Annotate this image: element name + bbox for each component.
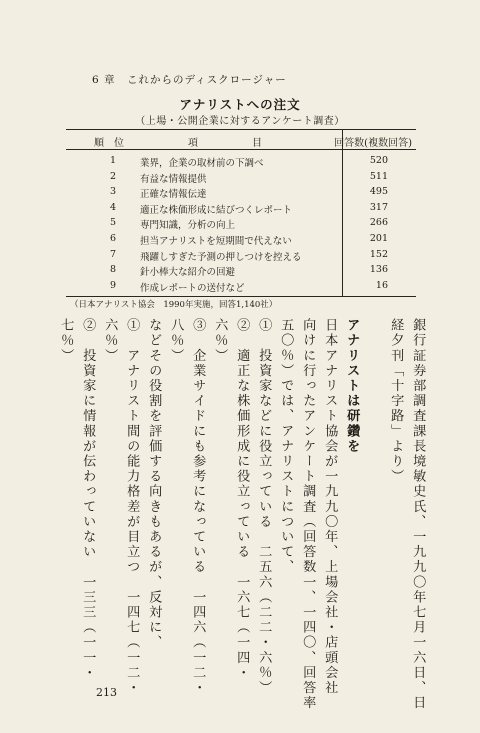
row-count: 495 (369, 186, 388, 198)
row-item: 有益な情報提供 (140, 173, 207, 185)
page-number: 213 (96, 686, 117, 699)
row-count: 16 (375, 279, 388, 291)
body-column: 日本アナリスト協会が一九九〇年、上場会社・店頭会社 (322, 318, 338, 696)
row-item: 担当アナリストを短期間で代えない (140, 235, 292, 247)
table-header (66, 130, 416, 150)
list-item: ② 投資家に情報が伝わっていない 一三三（一一・ (80, 318, 96, 681)
table-row (66, 200, 416, 216)
table-row (66, 247, 416, 263)
table-source-note: （日本アナリスト協会 1990年実施，回答1,140社） (70, 300, 278, 310)
section-heading: アナリストは研鑽を (344, 318, 360, 454)
row-item: 針小棒大な紹介の回避 (140, 267, 236, 279)
row-rank: 6 (109, 232, 117, 244)
row-count: 317 (369, 201, 388, 213)
list-item: ① 投資家などに役立っている 二五六（二二・六％） (256, 318, 272, 696)
body-column: 七％） (58, 318, 74, 364)
table-title: アナリストへの注文 (179, 97, 301, 112)
row-count: 511 (369, 170, 388, 182)
body-column: 八％） (168, 318, 184, 364)
row-item: 業界，企業の取材前の下調べ (140, 158, 264, 169)
body-column: 銀行証券部調査課長境敏史氏、一九九〇年七月一六日、日 (410, 318, 426, 711)
row-count: 152 (369, 248, 388, 260)
table-row (66, 184, 416, 200)
table-subtitle: （上場・公開企業に対するアンケート調査） (135, 116, 345, 127)
row-rank: 7 (109, 248, 117, 260)
header-count: 回答数(複数回答) (334, 138, 412, 149)
body-column: 六％） (212, 318, 228, 364)
table-body (66, 150, 416, 296)
row-item: 作成レポートの送付など (140, 282, 245, 294)
row-item: 適正な株価形成に結びつくレポート (140, 204, 293, 216)
table-row (66, 231, 416, 247)
row-rank: 3 (109, 186, 117, 198)
running-head: 6 章 これからのディスクロージャー (92, 74, 287, 86)
row-count: 266 (369, 217, 388, 229)
table-row (66, 153, 416, 169)
row-rank: 8 (109, 264, 117, 276)
table-row (66, 169, 416, 185)
header-rank: 順位 (94, 138, 134, 149)
row-item: 専門知識，分析の向上 (140, 220, 236, 232)
row-count: 136 (369, 264, 388, 276)
body-column: などその役割を評価する向きもあるが、反対に、 (146, 318, 162, 651)
survey-table (66, 129, 416, 297)
row-rank: 9 (109, 279, 117, 291)
row-item: 飛躍しすぎた予測の押しつけを控える (140, 251, 302, 263)
header-item-b: 目 (252, 138, 262, 149)
row-item: 正確な情報伝達 (140, 189, 207, 201)
row-count: 520 (369, 155, 388, 166)
body-column: 経夕刊「十字路」より） (388, 318, 404, 485)
table-row (66, 215, 416, 231)
list-item: ② 適正な株価形成に役立っている 一六七（一四・ (234, 318, 250, 681)
list-item: ③ 企業サイドにも参考になっている 一四六（一二・ (190, 318, 206, 696)
body-column: 向けに行ったアンケート調査（回答数一、一四〇、回答率 (300, 318, 316, 711)
row-rank: 2 (109, 170, 117, 182)
header-item-a: 項 (188, 138, 198, 149)
table-row (66, 262, 416, 278)
row-rank: 1 (109, 155, 117, 166)
table-row (66, 278, 416, 294)
body-column: 六％） (102, 318, 118, 364)
row-rank: 4 (109, 201, 117, 213)
row-rank: 5 (109, 217, 117, 229)
list-item: ① アナリスト間の能力格差が目立つ 一四七（一二・ (124, 318, 140, 696)
row-count: 201 (369, 232, 388, 244)
body-column: 五〇％）では、アナリストについて、 (278, 318, 294, 575)
